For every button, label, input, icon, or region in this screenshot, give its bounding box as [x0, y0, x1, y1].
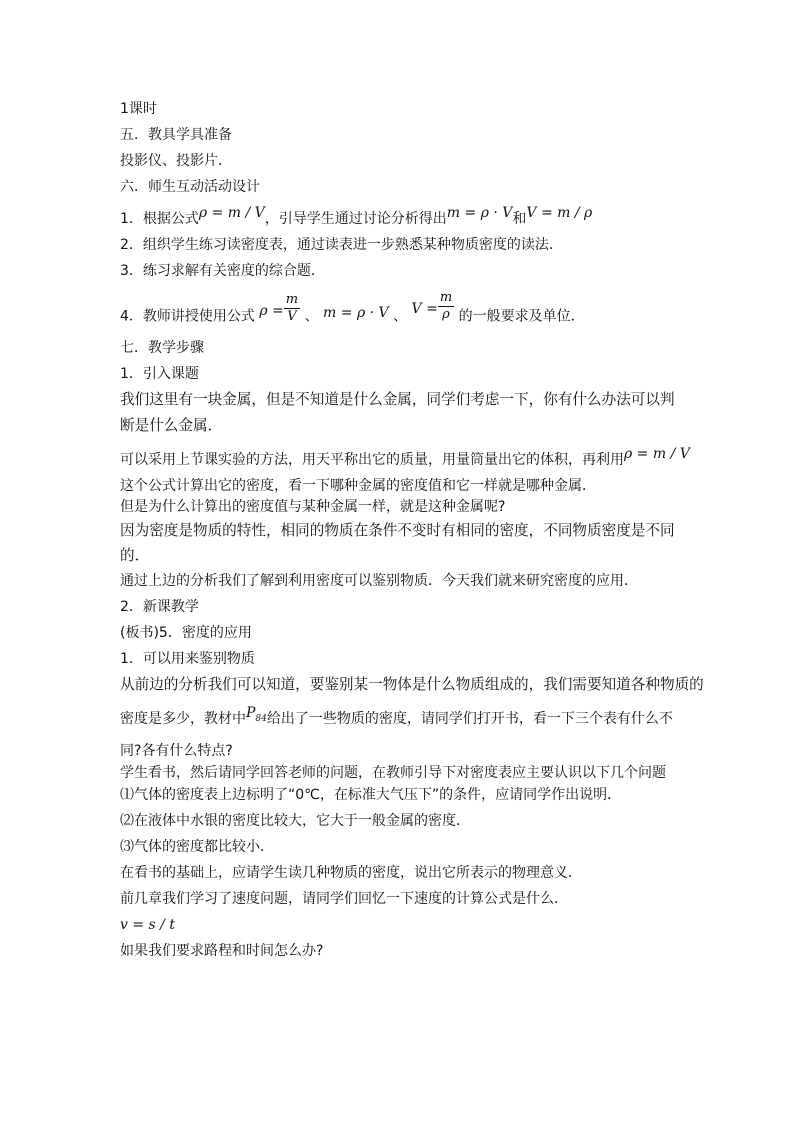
text-line-with-subscript: [120, 705, 680, 734]
formula-density: ρ = m / V: [198, 205, 265, 221]
separator: 、: [304, 308, 319, 325]
text-span: 4．教师讲授使用公式: [120, 308, 255, 325]
text-line-with-fractions: [120, 290, 680, 333]
text-line: 同?各有什么特点?: [120, 743, 233, 759]
page-letter: P: [246, 705, 256, 721]
text-span: 1．根据公式: [120, 211, 199, 227]
page-reference: [246, 705, 267, 724]
fraction-lhs: V =: [411, 300, 438, 317]
formula-volume: V = m / ρ: [526, 205, 593, 221]
text-line: 如果我们要求路程和时间怎么办?: [120, 943, 324, 959]
text-span: 可以采用上节课实验的方法，用天平称出它的质量，用量筒量出它的体积，再利用: [120, 452, 624, 468]
subsection-heading: 1．引入课题: [120, 366, 199, 382]
fraction-numerator: m: [439, 290, 453, 305]
text-line: 但是为什么计算出的密度值与某种金属一样，就是这种金属呢?: [120, 499, 506, 515]
text-line: 学生看书，然后请同学回答老师的问题，在教师引导下对密度表应主要认识以下几个问题: [120, 765, 666, 781]
formula-density: ρ = m / V: [624, 446, 690, 462]
fraction-density: [284, 292, 300, 325]
text-line-with-formulas: [120, 205, 680, 228]
text-span: 给出了一些物质的密度，请同学们打开书，看一下三个表有什么不: [266, 711, 673, 727]
section-heading: 七．教学步骤: [120, 340, 204, 356]
text-line: 前几章我们学习了速度问题，请同学们回忆一下速度的计算公式是什么．: [120, 891, 568, 907]
text-span: 密度是多少，教材中: [120, 711, 246, 727]
document-page: [120, 100, 704, 968]
text-line: 3．练习求解有关密度的综合题．: [120, 263, 325, 279]
list-item: ⑶气体的密度都比较小．: [120, 839, 274, 855]
separator: 、: [393, 308, 408, 325]
section-heading: 五．教具学具准备: [120, 127, 232, 143]
subsection-heading: 1．可以用来鉴别物质: [120, 651, 255, 667]
text-span: 和: [512, 211, 527, 227]
formula-mass: m = ρ · V: [446, 205, 513, 221]
board-note: (板书)5．密度的应用: [120, 625, 252, 641]
text-line: 1课时: [120, 101, 157, 117]
paragraph: 因为密度是物质的特性，相同的物质在条件不变时有相同的密度，不同物质密度是不同的．: [120, 522, 675, 564]
fraction-numerator: m: [285, 292, 299, 307]
section-heading: 六．师生互动活动设计: [120, 179, 260, 195]
fraction-denominator: V: [287, 309, 297, 324]
formula-speed: v = s / t: [120, 917, 175, 933]
subsection-heading: 2．新课教学: [120, 599, 199, 615]
fraction-denominator: ρ: [442, 307, 450, 322]
text-span: ，引导学生通过讨论分析得出: [264, 211, 447, 227]
text-line: 这个公式计算出它的密度，看一下哪种金属的密度值和它一样就是哪种金属．: [120, 478, 596, 494]
text-line: 从前边的分析我们可以知道，要鉴别某一物体是什么物质组成的，我们需要知道各种物质的: [120, 676, 704, 693]
page-number: 84: [255, 714, 267, 724]
paragraph: 我们这里有一块金属，但是不知道是什么金属，同学们考虑一下，你有什么办法可以判断是什么金属．: [120, 391, 675, 434]
text-line-with-formula: [120, 446, 690, 469]
formula-mass: m = ρ · V: [323, 304, 389, 321]
fraction-lhs: ρ =: [259, 302, 284, 319]
list-item: ⑵在液体中水银的密度比较大，它大于一般金属的密度．: [120, 813, 470, 829]
list-item: ⑴气体的密度表上边标明了“0℃，在标准大气压下”的条件，应请同学作出说明．: [120, 787, 622, 803]
fraction-volume: [438, 290, 454, 323]
text-line: 投影仪、投影片．: [120, 153, 232, 169]
text-span: 的一般要求及单位．: [458, 308, 585, 325]
text-line: 2．组织学生练习读密度表，通过读表进一步熟悉某种物质密度的读法．: [120, 237, 563, 253]
text-line: 通过上边的分析我们了解到利用密度可以鉴别物质．今天我们就来研究密度的应用．: [120, 573, 638, 589]
text-line: 在看书的基础上，应请学生读几种物质的密度，说出它所表示的物理意义．: [120, 865, 582, 881]
